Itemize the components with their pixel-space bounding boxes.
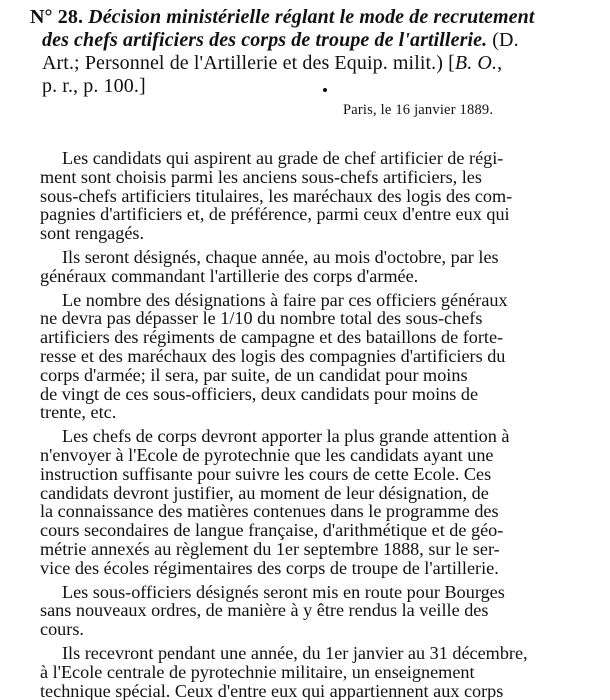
header-source-comma: , xyxy=(497,52,503,74)
document-body xyxy=(40,149,600,700)
paragraph-2 xyxy=(40,248,600,286)
text-line: candidats devront justifier, au moment de leur désignation, de xyxy=(40,482,489,503)
text-line: à l'Ecole centrale de pyrotechnie militaire, un enseignement xyxy=(40,661,475,682)
text-line: Les sous-officiers désignés seront mis en route pour Bourges xyxy=(62,581,505,602)
header-line-2 xyxy=(30,29,602,52)
dateline: Paris, le 16 janvier 1889. xyxy=(343,102,494,118)
text-line: ne devra pas dépasser le 1/10 du nombre total des sous-chefs xyxy=(40,308,483,329)
text-line: n'envoyer à l'Ecole de pyrotechnie que les candidats ayant une xyxy=(40,444,494,465)
text-line: pagnies d'artificiers et, de préférence, parmi ceux d'entre eux qui xyxy=(40,204,510,225)
text-line: cours secondaires de langue française, d'arithmétique et de géo- xyxy=(40,520,504,541)
header-line-1 xyxy=(30,6,602,29)
text-line: artificiers des régiments de campagne et des bataillons de forte- xyxy=(40,327,504,348)
text-line: généraux commandant l'artillerie des corps d'armée. xyxy=(40,265,419,286)
text-line: Les chefs de corps devront apporter la plus grande attention à xyxy=(62,426,510,447)
text-line: cours. xyxy=(40,619,84,640)
text-line: sans nouveaux ordres, de manière à y être rendus la veille des xyxy=(40,600,489,621)
text-line: Ils seront désignés, chaque année, au mois d'octobre, par les xyxy=(62,246,499,267)
decision-title-line-1: Décision ministérielle réglant le mode de recrutement xyxy=(88,6,535,28)
text-line: corps d'armée; il sera, par suite, de un candidat pour moins xyxy=(40,364,468,385)
text-line: sont rengagés. xyxy=(40,223,145,244)
decision-header xyxy=(30,6,602,98)
text-line: de vingt de ces sous-officiers, deux candidats pour moins de xyxy=(40,383,479,404)
decision-title-line-2: des chefs artificiers des corps de troupe de l'artillerie. xyxy=(42,29,488,51)
paragraph-1 xyxy=(40,149,600,243)
header-line-3 xyxy=(30,52,602,75)
decision-number: N° 28. xyxy=(30,6,84,28)
header-source-text: Art.; Personnel de l'Artillerie et des Equip. milit.) [ xyxy=(42,52,455,74)
paragraph-6 xyxy=(40,644,600,700)
paragraph-3 xyxy=(40,291,600,423)
header-source-start: (D. xyxy=(487,29,519,51)
paragraph-5 xyxy=(40,583,600,639)
text-line: Le nombre des désignations à faire par ces officiers généraux xyxy=(62,289,508,310)
header-line-4: p. r., p. 100.] xyxy=(42,75,146,97)
paragraph-4 xyxy=(40,427,600,577)
text-line: Les candidats qui aspirent au grade de chef artificier de régi- xyxy=(62,148,504,168)
text-line: trente, etc. xyxy=(40,402,117,423)
print-dot-mark xyxy=(323,88,327,92)
text-line: Ils recevront pendant une année, du 1er janvier au 31 décembre, xyxy=(62,642,528,663)
bulletin-abbrev: B. O. xyxy=(454,52,498,74)
text-line: métrie annexés au règlement du 1er septembre 1888, sur le ser- xyxy=(40,538,500,559)
text-line: la connaissance des matières contenues dans le programme des xyxy=(40,501,499,522)
text-line: resse et des maréchaux des logis des compagnies d'artificiers du xyxy=(40,345,506,366)
text-line: sous-chefs artificiers titulaires, les maréchaux des logis des com- xyxy=(40,185,513,206)
text-line: instruction suffisante pour suivre les cours de cette Ecole. Ces xyxy=(40,463,492,484)
text-line: ment sont choisis parmi les anciens sous-chefs artificiers, les xyxy=(40,166,482,187)
text-line: technique spécial. Ceux d'entre eux qui appartiennent aux corps xyxy=(40,680,504,700)
text-line: vice des écoles régimentaires des corps de troupe de l'artillerie. xyxy=(40,557,499,578)
